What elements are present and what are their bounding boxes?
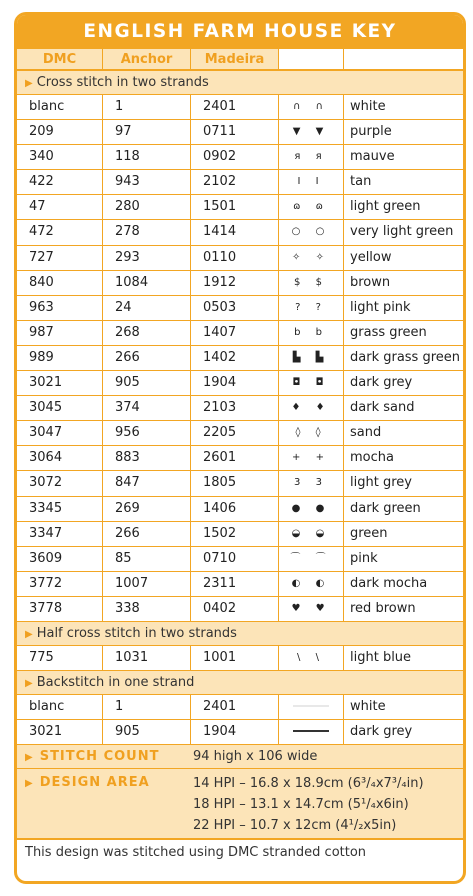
anchor-code: 374 xyxy=(103,396,191,420)
stitch-count-label: STITCH COUNT xyxy=(39,749,160,765)
color-name: very light green xyxy=(350,224,454,240)
design-area-lines xyxy=(193,773,424,838)
key-card xyxy=(14,12,466,884)
color-name: light grey xyxy=(350,475,412,491)
anchor-code: 266 xyxy=(103,522,191,546)
table-row xyxy=(17,371,463,396)
anchor-code: 266 xyxy=(103,346,191,370)
madeira-code: 0402 xyxy=(191,597,279,621)
symbol-icon: ◐ ◐ xyxy=(279,572,344,596)
table-row xyxy=(17,195,463,220)
anchor-code: 847 xyxy=(103,471,191,495)
anchor-code: 905 xyxy=(103,720,191,744)
madeira-code: 0110 xyxy=(191,246,279,270)
anchor-code: 956 xyxy=(103,421,191,445)
table-row xyxy=(17,120,463,145)
anchor-code: 338 xyxy=(103,597,191,621)
col-name xyxy=(344,49,463,69)
color-name: dark grey xyxy=(350,375,413,391)
symbol-icon: ✧ ✧ xyxy=(279,246,344,270)
color-name: green xyxy=(350,525,388,541)
summary-block xyxy=(17,745,463,840)
color-name: light pink xyxy=(350,299,411,315)
madeira-code: 1904 xyxy=(191,371,279,395)
section-heading-text: Half cross stitch in two strands xyxy=(36,625,237,641)
backstitch-line-icon xyxy=(279,720,344,744)
anchor-code: 278 xyxy=(103,220,191,244)
color-name: brown xyxy=(350,274,391,290)
key-table xyxy=(17,71,463,745)
triangle-icon: ▶ xyxy=(25,752,34,764)
col-anchor: Anchor xyxy=(103,49,191,69)
madeira-code: 1402 xyxy=(191,346,279,370)
dmc-code: 963 xyxy=(17,296,103,320)
column-headers xyxy=(17,49,463,71)
anchor-code: 1007 xyxy=(103,572,191,596)
table-row xyxy=(17,522,463,547)
dmc-code: blanc xyxy=(17,695,103,719)
symbol-icon: я я xyxy=(279,145,344,169)
col-symbol xyxy=(279,49,344,69)
madeira-code: 1805 xyxy=(191,471,279,495)
design-area-line: 22 HPI – 10.7 x 12cm (4¹/₂x5in) xyxy=(193,818,397,834)
dmc-code: 775 xyxy=(17,646,103,670)
table-row xyxy=(17,597,463,622)
symbol-icon: + + xyxy=(279,446,344,470)
dmc-code: 3047 xyxy=(17,421,103,445)
symbol-icon: \ \ xyxy=(279,646,344,670)
madeira-code: 2102 xyxy=(191,170,279,194)
color-name: mocha xyxy=(350,450,394,466)
dmc-code: 3778 xyxy=(17,597,103,621)
col-dmc: DMC xyxy=(17,49,103,69)
color-name: yellow xyxy=(350,249,392,265)
section-heading xyxy=(17,671,463,695)
madeira-code: 1406 xyxy=(191,497,279,521)
dmc-code: 989 xyxy=(17,346,103,370)
section-heading-text: Cross stitch in two strands xyxy=(36,75,209,90)
madeira-code: 1414 xyxy=(191,220,279,244)
triangle-icon: ▶ xyxy=(25,78,33,89)
anchor-code: 97 xyxy=(103,120,191,144)
table-row xyxy=(17,695,463,720)
stitch-count-value: 94 high x 106 wide xyxy=(193,749,318,765)
dmc-code: 47 xyxy=(17,195,103,219)
section-heading-text: Backstitch in one strand xyxy=(36,675,195,691)
dmc-code: 209 xyxy=(17,120,103,144)
symbol-icon: ▙ ▙ xyxy=(279,346,344,370)
color-name: pink xyxy=(350,550,378,566)
symbol-icon: I I xyxy=(279,170,344,194)
symbol-icon: $ $ xyxy=(279,271,344,295)
dmc-code: 3609 xyxy=(17,547,103,571)
dmc-code: 340 xyxy=(17,145,103,169)
anchor-code: 293 xyxy=(103,246,191,270)
madeira-code: 0503 xyxy=(191,296,279,320)
symbol-icon: ♦ ♦ xyxy=(279,396,344,420)
anchor-code: 85 xyxy=(103,547,191,571)
table-row xyxy=(17,145,463,170)
color-name: mauve xyxy=(350,149,395,165)
anchor-code: 1 xyxy=(103,695,191,719)
design-area-line: 14 HPI – 16.8 x 18.9cm (6³/₄x7³/₄in) xyxy=(193,776,424,792)
symbol-icon: b b xyxy=(279,321,344,345)
anchor-code: 883 xyxy=(103,446,191,470)
symbol-icon: ▼ ▼ xyxy=(279,120,344,144)
dmc-code: 3045 xyxy=(17,396,103,420)
table-row xyxy=(17,296,463,321)
triangle-icon: ▶ xyxy=(25,678,33,690)
color-name: dark grass green xyxy=(350,349,461,365)
madeira-code: 1502 xyxy=(191,522,279,546)
madeira-code: 2601 xyxy=(191,446,279,470)
anchor-code: 268 xyxy=(103,321,191,345)
table-row xyxy=(17,446,463,471)
dmc-code: 472 xyxy=(17,220,103,244)
anchor-code: 269 xyxy=(103,497,191,521)
section-heading xyxy=(17,71,463,95)
dmc-code: 3772 xyxy=(17,572,103,596)
madeira-code: 1407 xyxy=(191,321,279,345)
symbol-icon: ? ? xyxy=(279,296,344,320)
table-row xyxy=(17,95,463,120)
color-name: dark grey xyxy=(350,724,413,740)
table-row xyxy=(17,471,463,496)
triangle-icon: ▶ xyxy=(25,628,33,640)
symbol-icon: ♥ ♥ xyxy=(279,597,344,621)
color-name: white xyxy=(350,699,386,715)
dmc-code: 3347 xyxy=(17,522,103,546)
table-row xyxy=(17,321,463,346)
table-row xyxy=(17,396,463,421)
design-area-line: 18 HPI – 13.1 x 14.7cm (5¹/₄x6in) xyxy=(193,797,409,813)
madeira-code: 1912 xyxy=(191,271,279,295)
madeira-code: 0710 xyxy=(191,547,279,571)
madeira-code: 0902 xyxy=(191,145,279,169)
anchor-code: 905 xyxy=(103,371,191,395)
col-madeira: Madeira xyxy=(191,49,279,69)
table-row xyxy=(17,271,463,296)
color-name: tan xyxy=(350,174,372,190)
dmc-code: 3072 xyxy=(17,471,103,495)
dmc-code: 727 xyxy=(17,246,103,270)
dmc-code: 987 xyxy=(17,321,103,345)
triangle-icon: ▶ xyxy=(25,778,34,790)
dmc-code: 3064 xyxy=(17,446,103,470)
table-row xyxy=(17,220,463,245)
table-row xyxy=(17,646,463,671)
anchor-code: 1084 xyxy=(103,271,191,295)
section-heading xyxy=(17,622,463,646)
anchor-code: 1031 xyxy=(103,646,191,670)
stitch-count-row xyxy=(17,745,463,769)
symbol-icon: ◊ ◊ xyxy=(279,421,344,445)
color-name: dark green xyxy=(350,500,421,516)
color-name: purple xyxy=(350,124,392,140)
symbol-icon: ◒ ◒ xyxy=(279,522,344,546)
dmc-code: blanc xyxy=(17,95,103,119)
symbol-icon: 3 3 xyxy=(279,471,344,495)
footer-note: This design was stitched using DMC stranded cotton xyxy=(17,840,463,866)
madeira-code: 2205 xyxy=(191,421,279,445)
table-row xyxy=(17,170,463,195)
madeira-code: 1501 xyxy=(191,195,279,219)
color-name: light blue xyxy=(350,649,412,665)
color-name: sand xyxy=(350,425,382,441)
color-name: dark sand xyxy=(350,400,415,416)
symbol-icon: ● ● xyxy=(279,497,344,521)
dmc-code: 3021 xyxy=(17,371,103,395)
symbol-icon: ɷ ɷ xyxy=(279,195,344,219)
symbol-icon: ◘ ◘ xyxy=(279,371,344,395)
madeira-code: 2401 xyxy=(191,95,279,119)
symbol-icon: ○ ○ xyxy=(279,220,344,244)
madeira-code: 2103 xyxy=(191,396,279,420)
table-row xyxy=(17,346,463,371)
table-row xyxy=(17,572,463,597)
madeira-code: 1904 xyxy=(191,720,279,744)
symbol-icon: ∩ ∩ xyxy=(279,95,344,119)
anchor-code: 118 xyxy=(103,145,191,169)
anchor-code: 943 xyxy=(103,170,191,194)
table-row xyxy=(17,497,463,522)
dmc-code: 422 xyxy=(17,170,103,194)
color-name: dark mocha xyxy=(350,575,428,591)
madeira-code: 2311 xyxy=(191,572,279,596)
design-area-label: DESIGN AREA xyxy=(39,775,150,791)
symbol-icon: ⌒ ⌒ xyxy=(279,547,344,571)
anchor-code: 1 xyxy=(103,95,191,119)
dmc-code: 3345 xyxy=(17,497,103,521)
madeira-code: 0711 xyxy=(191,120,279,144)
page-title: ENGLISH FARM HOUSE KEY xyxy=(17,15,463,49)
anchor-code: 24 xyxy=(103,296,191,320)
madeira-code: 1001 xyxy=(191,646,279,670)
table-row xyxy=(17,720,463,745)
madeira-code: 2401 xyxy=(191,695,279,719)
table-row xyxy=(17,421,463,446)
dmc-code: 840 xyxy=(17,271,103,295)
color-name: light green xyxy=(350,199,421,215)
design-area-row xyxy=(17,769,463,839)
table-row xyxy=(17,547,463,572)
table-row xyxy=(17,246,463,271)
color-name: red brown xyxy=(350,600,416,616)
color-name: white xyxy=(350,99,386,114)
anchor-code: 280 xyxy=(103,195,191,219)
backstitch-line-icon xyxy=(279,695,344,719)
color-name: grass green xyxy=(350,324,427,340)
dmc-code: 3021 xyxy=(17,720,103,744)
